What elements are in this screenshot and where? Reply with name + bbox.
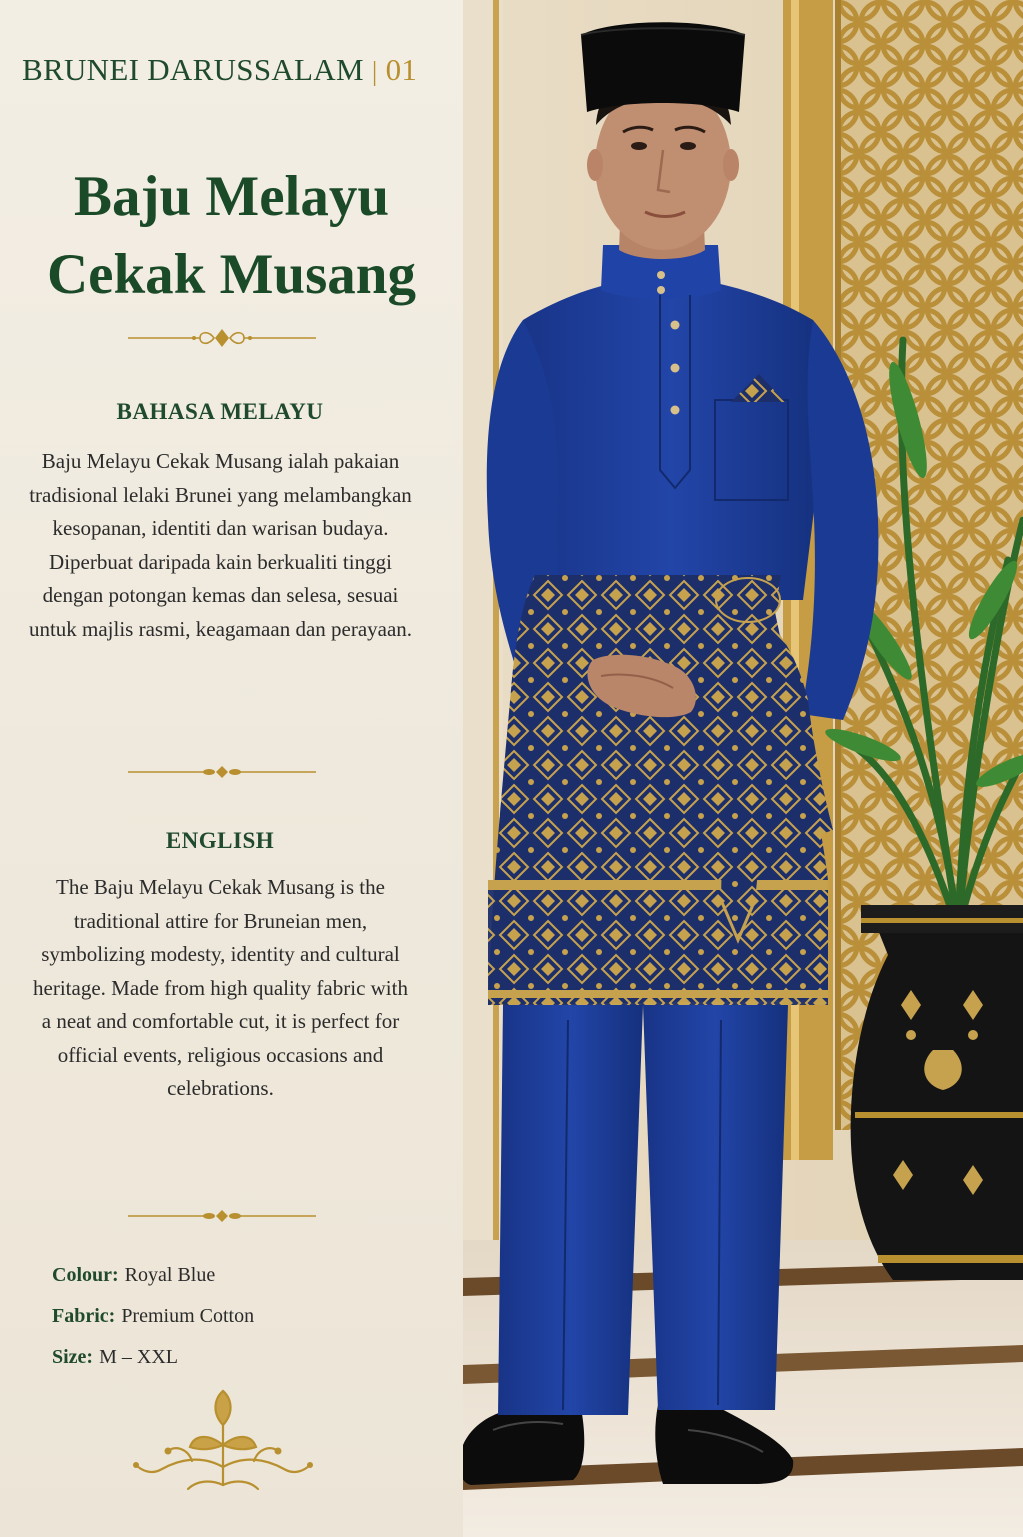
model-photo (463, 0, 1023, 1537)
floral-ornament-icon (132, 1385, 314, 1495)
country-name: BRUNEI DARUSSALAM (22, 52, 364, 87)
info-panel (0, 0, 463, 1537)
spec-colour (52, 1264, 254, 1305)
divider-flourish-icon (128, 1204, 316, 1228)
model-illustration (463, 0, 1023, 1537)
country-header (22, 52, 417, 88)
product-specs (52, 1264, 254, 1387)
english-description: The Baju Melayu Cekak Musang is the traditional attire for Bruneian men, symbolizing modesty, identity and cultural heritage. Made from high quality fabric with a neat and comfortable cut, it is perfect for official events, religious occasions and celebrations. (33, 875, 408, 1100)
title-line-1: Baju Melayu (73, 165, 390, 228)
header-separator: | (371, 56, 378, 86)
malay-description: Baju Melayu Cekak Musang ialah pakaian tradisional lelaki Brunei yang melambangkan kesopanan, identiti dan warisan budaya. Diperbuat daripada kain berkualiti tinggi dengan potongan kemas dan selesa, sesuai untuk majlis rasmi, keagamaan dan perayaan. (28, 449, 413, 641)
spec-fabric-label: Fabric: (52, 1305, 116, 1327)
spec-colour-label: Colour: (52, 1264, 119, 1286)
spec-size (52, 1346, 254, 1387)
product-title (0, 158, 463, 314)
title-line-2: Cekak Musang (47, 243, 416, 306)
item-number: 01 (385, 52, 418, 87)
spec-fabric (52, 1305, 254, 1346)
divider-flourish-icon (128, 326, 316, 350)
english-heading: ENGLISH (165, 828, 275, 853)
spec-colour-value: Royal Blue (124, 1264, 216, 1286)
spec-fabric-value: Premium Cotton (121, 1305, 255, 1327)
malay-heading: BAHASA MELAYU (116, 399, 324, 424)
spec-size-label: Size: (52, 1346, 94, 1368)
divider-flourish-icon (128, 760, 316, 784)
spec-size-value: M – XXL (99, 1346, 178, 1368)
